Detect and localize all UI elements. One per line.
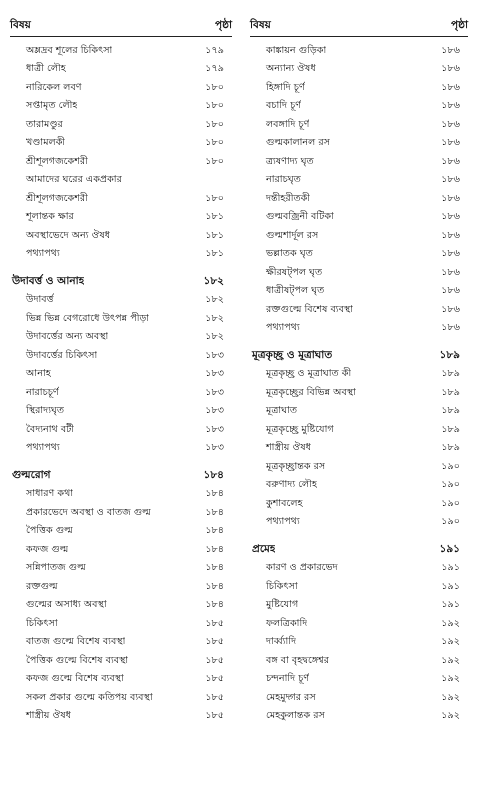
entry-page: ১৮৯ bbox=[441, 442, 460, 454]
entry-page: ১৮৬ bbox=[441, 266, 460, 278]
entry-page: ১৮৫ bbox=[205, 673, 224, 685]
toc-section-heading bbox=[250, 541, 468, 560]
toc-entry bbox=[250, 227, 468, 246]
toc-entry bbox=[250, 514, 468, 533]
subject-heading: বিষয় bbox=[250, 19, 271, 31]
toc-entry bbox=[10, 541, 232, 560]
toc-entry bbox=[10, 615, 232, 634]
entry-page: ১৮৯ bbox=[441, 368, 460, 380]
subject-heading: বিষয় bbox=[10, 19, 31, 31]
toc-left-column bbox=[10, 16, 232, 726]
toc-entry bbox=[10, 421, 232, 440]
entry-title: মূত্রকৃচ্ছ্র ও মূত্রাঘাত কী bbox=[266, 368, 352, 380]
entry-title: স্থিরাদ্যঘৃত bbox=[26, 405, 65, 417]
entry-page: ১৮৪ bbox=[205, 543, 224, 555]
entry-page: ১৮৯ bbox=[439, 348, 460, 361]
entry-title: সন্নিপাতজ গুল্ম bbox=[26, 562, 86, 574]
toc-section-heading bbox=[10, 467, 232, 486]
entry-title: ফলত্রিকাদি bbox=[266, 617, 308, 629]
entry-page: ১৮০ bbox=[205, 100, 224, 112]
entry-title: কফজ গুল্ম bbox=[26, 543, 69, 555]
entry-page: ১৮৬ bbox=[441, 100, 460, 112]
section-gap bbox=[10, 458, 232, 467]
entry-title: সকল প্রকার গুল্মে কতিপয় ব্যবস্থা bbox=[26, 691, 153, 703]
toc-entry bbox=[10, 79, 232, 98]
entry-page: ১৮৫ bbox=[205, 617, 224, 629]
entry-title: অন্যান্য ঔষধ bbox=[266, 63, 316, 75]
entry-page: ১৮০ bbox=[205, 192, 224, 204]
toc-entry bbox=[10, 98, 232, 117]
entry-title: কারণ ও প্রকারভেদ bbox=[266, 562, 338, 574]
toc-entry bbox=[250, 172, 468, 191]
entry-title: গুল্মকালানল রস bbox=[266, 137, 330, 149]
toc-entry bbox=[250, 578, 468, 597]
toc-entry bbox=[10, 292, 232, 311]
toc-entry bbox=[250, 560, 468, 579]
entry-page: ১৮৫ bbox=[205, 710, 224, 722]
toc-entry bbox=[10, 61, 232, 80]
entry-title: সাধারণ কথা bbox=[26, 488, 74, 500]
toc-entry bbox=[10, 366, 232, 385]
entry-page: ১৮৯ bbox=[441, 386, 460, 398]
entry-page: ১৮০ bbox=[205, 81, 224, 93]
entry-page: ১৯২ bbox=[441, 617, 460, 629]
entry-title: বরুণাদ্য লৌহ bbox=[266, 479, 317, 491]
entry-title: ভিন্ন ভিন্ন বেগরোধে উৎপন্ন পীড়া bbox=[26, 312, 150, 324]
entry-title: শাস্ত্রীয় ঔষধ bbox=[266, 442, 312, 454]
entry-title: শ্রীশূলগজকেশরী bbox=[26, 155, 88, 167]
entry-title: শাস্ত্রীয় ঔষধ bbox=[26, 710, 72, 722]
entry-page: ১৯১ bbox=[441, 580, 460, 592]
entry-page: ১৮৩ bbox=[205, 386, 224, 398]
entry-page: ১৮৪ bbox=[205, 525, 224, 537]
entry-title: চন্দনাদি চূর্ণ bbox=[266, 673, 310, 685]
entry-page: ১৮৬ bbox=[441, 44, 460, 56]
entry-page: ১৮০ bbox=[205, 118, 224, 130]
entry-title: কুশাবলেহ bbox=[266, 497, 303, 509]
toc-entry bbox=[10, 246, 232, 265]
toc-entry bbox=[10, 329, 232, 348]
toc-entry bbox=[250, 477, 468, 496]
entry-page: ১৯১ bbox=[441, 599, 460, 611]
entry-page: ১৮৬ bbox=[441, 285, 460, 297]
entry-page: ১৯১ bbox=[439, 542, 460, 555]
entry-title: অম্লদ্রব শূলের চিকিৎসা bbox=[26, 44, 113, 56]
toc-entry bbox=[10, 310, 232, 329]
entry-title: দার্ব্ব্যাদি bbox=[266, 636, 297, 648]
entry-page: ১৮২ bbox=[205, 294, 224, 306]
entry-page: ১৯২ bbox=[441, 691, 460, 703]
entry-page: ১৮৫ bbox=[205, 654, 224, 666]
entry-page: ১৮৬ bbox=[441, 322, 460, 334]
entry-page: ১৯১ bbox=[441, 562, 460, 574]
toc-entry bbox=[250, 421, 468, 440]
entry-page: ১৮৩ bbox=[205, 405, 224, 417]
toc-entry bbox=[250, 209, 468, 228]
entry-title: উদাবর্ত্তের চিকিৎসা bbox=[26, 349, 98, 361]
entry-page: ১৯০ bbox=[441, 497, 460, 509]
entry-title: সপ্তামৃত লৌহ bbox=[26, 100, 78, 112]
entry-title: ভল্লাতক ঘৃত bbox=[266, 248, 313, 260]
entry-page: ১৮২ bbox=[205, 331, 224, 343]
toc-section-heading bbox=[10, 273, 232, 292]
toc-right-column bbox=[250, 16, 468, 726]
toc-entry bbox=[10, 42, 232, 61]
page-heading: পৃষ্ঠা bbox=[214, 19, 232, 31]
entry-title: কফজ গুল্মে বিশেষ ব্যবস্থা bbox=[26, 673, 124, 685]
toc-entry bbox=[250, 116, 468, 135]
entry-title: পথ্যাপথ্য bbox=[266, 516, 300, 528]
entry-title: চিকিৎসা bbox=[26, 617, 58, 629]
entry-title: আমাদের ঘরের একপ্রকার bbox=[26, 174, 122, 186]
entry-page: ১৮৪ bbox=[205, 488, 224, 500]
entry-title: গুল্মরোগ bbox=[12, 468, 51, 481]
entry-page: ১৮১ bbox=[205, 248, 224, 260]
entry-page: ১৮১ bbox=[205, 229, 224, 241]
entry-title: বাতজ গুল্মে বিশেষ ব্যবস্থা bbox=[26, 636, 126, 648]
toc-entry bbox=[250, 264, 468, 283]
toc-entry bbox=[250, 634, 468, 653]
entry-title: মূত্রাঘাত bbox=[266, 405, 298, 417]
entry-page: ১৯০ bbox=[441, 479, 460, 491]
entry-title: শ্রীশূলগজকেশরী bbox=[26, 192, 88, 204]
toc-entry bbox=[10, 708, 232, 727]
entry-page: ১৮৫ bbox=[205, 691, 224, 703]
toc-entry bbox=[250, 689, 468, 708]
page-heading: পৃষ্ঠা bbox=[450, 19, 468, 31]
entry-page: ১৭৯ bbox=[205, 44, 224, 56]
entry-title: বচাদি চূর্ণ bbox=[266, 100, 302, 112]
toc-entry bbox=[250, 283, 468, 302]
entry-title: মূত্রকৃচ্ছ্রে মুষ্টিযোগ bbox=[266, 423, 334, 435]
entry-page: ১৮১ bbox=[205, 211, 224, 223]
toc-entry bbox=[10, 440, 232, 459]
toc-entry bbox=[250, 384, 468, 403]
entry-page: ১৮৬ bbox=[441, 174, 460, 186]
entry-title: হিঙ্গাদি চূর্ণ bbox=[266, 81, 305, 93]
entry-page: ১৮৬ bbox=[441, 63, 460, 75]
toc-entry bbox=[250, 190, 468, 209]
entry-title: কাঙ্কায়ন গুড়িকা bbox=[266, 44, 327, 56]
entry-page: ১৮৬ bbox=[441, 229, 460, 241]
entry-title: মেহমুদ্গর রস bbox=[266, 691, 316, 703]
entry-page: ১৯২ bbox=[441, 636, 460, 648]
header-rule-left bbox=[10, 36, 232, 37]
entry-page: ১৮৪ bbox=[203, 468, 224, 481]
toc-list-left bbox=[10, 42, 232, 726]
entry-title: উদাবর্ত্ত ও আনাহ bbox=[12, 274, 85, 287]
entry-page: ১৮৫ bbox=[205, 636, 224, 648]
toc-header-right bbox=[250, 16, 468, 34]
toc-entry bbox=[10, 153, 232, 172]
entry-page: ১৮৬ bbox=[441, 118, 460, 130]
entry-title: রক্তগুল্মে বিশেষ ব্যবস্থা bbox=[266, 303, 354, 315]
entry-title: নারিকেল লবণ bbox=[26, 81, 82, 93]
entry-title: পথ্যাপথ্য bbox=[26, 248, 60, 260]
toc-entry bbox=[10, 403, 232, 422]
entry-page: ১৯২ bbox=[441, 673, 460, 685]
entry-title: মূত্রকৃচ্ছ্রান্তক রস bbox=[266, 460, 326, 472]
toc-entry bbox=[250, 98, 468, 117]
entry-title: ত্র্যষণাদ্য ঘৃত bbox=[266, 155, 314, 167]
entry-page: ১৮৪ bbox=[205, 599, 224, 611]
toc-entry bbox=[10, 671, 232, 690]
toc-entry bbox=[10, 560, 232, 579]
toc-section-heading bbox=[250, 347, 468, 366]
entry-page: ১৮৩ bbox=[205, 349, 224, 361]
entry-title: ধাত্রীষট্পল ঘৃত bbox=[266, 285, 325, 297]
entry-page: ১৮৬ bbox=[441, 192, 460, 204]
entry-page: ১৮৬ bbox=[441, 303, 460, 315]
toc-entry bbox=[10, 190, 232, 209]
entry-title: বঙ্গ বা বৃহদ্বঙ্গেশ্বর bbox=[266, 654, 329, 666]
toc-entry bbox=[10, 172, 232, 191]
entry-title: মেহকুলান্তক রস bbox=[266, 710, 325, 722]
entry-title: মূত্রকৃচ্ছ্রের বিভিন্ন অবস্থা bbox=[266, 386, 356, 398]
entry-title: মূত্রকৃচ্ছ্র ও মূত্রাঘাত bbox=[252, 348, 333, 361]
entry-title: উদাবর্ত্তের অন্য অবস্থা bbox=[26, 331, 109, 343]
toc-entry bbox=[250, 246, 468, 265]
entry-page: ১৯০ bbox=[441, 460, 460, 472]
entry-page: ১৮৬ bbox=[441, 155, 460, 167]
entry-title: পৈত্তিক গুল্মে বিশেষ ব্যবস্থা bbox=[26, 654, 129, 666]
toc-entry bbox=[10, 578, 232, 597]
entry-page: ১৯২ bbox=[441, 654, 460, 666]
entry-title: গুল্মশার্দূল রস bbox=[266, 229, 319, 241]
toc-entry bbox=[250, 458, 468, 477]
entry-title: রক্তগুল্ম bbox=[26, 580, 58, 592]
toc-entry bbox=[250, 403, 468, 422]
toc-entry bbox=[250, 61, 468, 80]
entry-title: গুল্মবজ্রিনী বটিকা bbox=[266, 211, 334, 223]
toc-entry bbox=[10, 209, 232, 228]
toc-entry bbox=[10, 486, 232, 505]
toc-entry bbox=[250, 135, 468, 154]
toc-entry bbox=[10, 652, 232, 671]
section-gap bbox=[250, 338, 468, 347]
entry-title: পথ্যাপথ্য bbox=[26, 442, 60, 454]
entry-page: ১৮৩ bbox=[205, 368, 224, 380]
entry-title: নারাচঘৃত bbox=[266, 174, 301, 186]
entry-page: ১৯২ bbox=[441, 710, 460, 722]
toc-entry bbox=[10, 634, 232, 653]
entry-title: বৈদ্যনাথ বটী bbox=[26, 423, 75, 435]
entry-page: ১৭৯ bbox=[205, 63, 224, 75]
toc-entry bbox=[250, 153, 468, 172]
toc-entry bbox=[250, 366, 468, 385]
toc-list-right bbox=[250, 42, 468, 726]
entry-page: ১৮২ bbox=[205, 312, 224, 324]
entry-page: ১৮০ bbox=[205, 155, 224, 167]
entry-title: চিকিৎসা bbox=[266, 580, 298, 592]
toc-entry bbox=[10, 135, 232, 154]
entry-title: আনাহ bbox=[26, 368, 51, 380]
entry-page: ১৮৪ bbox=[205, 506, 224, 518]
entry-title: মুষ্টিযোগ bbox=[266, 599, 299, 611]
entry-page: ১৮৬ bbox=[441, 137, 460, 149]
entry-title: শূলান্তক ক্ষার bbox=[26, 211, 74, 223]
toc-header-left bbox=[10, 16, 232, 34]
entry-title: নারাচচূর্ণ bbox=[26, 386, 59, 398]
entry-title: পথ্যাপথ্য bbox=[266, 322, 300, 334]
entry-page: ১৮৬ bbox=[441, 248, 460, 260]
entry-page: ১৯০ bbox=[441, 516, 460, 528]
entry-page: ১৮৬ bbox=[441, 81, 460, 93]
toc-entry bbox=[10, 384, 232, 403]
entry-page: ১৮৬ bbox=[441, 211, 460, 223]
toc-entry bbox=[250, 320, 468, 339]
entry-title: গুল্মের অসাধ্য অবস্থা bbox=[26, 599, 107, 611]
entry-title: ক্ষীরষট্পল ঘৃত bbox=[266, 266, 323, 278]
toc-entry bbox=[10, 597, 232, 616]
entry-page: ১৮৯ bbox=[441, 405, 460, 417]
toc-entry bbox=[10, 523, 232, 542]
entry-page: ১৮৩ bbox=[205, 442, 224, 454]
entry-page: ১৮২ bbox=[203, 274, 224, 287]
header-rule-right bbox=[250, 36, 468, 37]
toc-entry bbox=[250, 495, 468, 514]
toc-entry bbox=[10, 347, 232, 366]
entry-title: পৈত্তিক গুল্ম bbox=[26, 525, 73, 537]
entry-title: উদাবর্ত্ত bbox=[26, 294, 54, 306]
toc-entry bbox=[250, 652, 468, 671]
toc-entry bbox=[250, 301, 468, 320]
entry-title: প্রমেহ bbox=[252, 542, 276, 555]
entry-title: তারামণ্ডুর bbox=[26, 118, 63, 130]
toc-entry bbox=[10, 689, 232, 708]
entry-title: প্রকারভেদে অবস্থা ও বাতজ গুল্ম bbox=[26, 506, 151, 518]
entry-title: অবস্থাভেদে অন্য ঔষধ bbox=[26, 229, 111, 241]
toc-entry bbox=[250, 79, 468, 98]
toc-entry bbox=[250, 671, 468, 690]
section-gap bbox=[250, 532, 468, 541]
entry-page: ১৮৯ bbox=[441, 423, 460, 435]
toc-entry bbox=[10, 504, 232, 523]
toc-entry bbox=[10, 227, 232, 246]
toc-entry bbox=[250, 597, 468, 616]
section-gap bbox=[10, 264, 232, 273]
entry-title: ধাত্রী লৌহ bbox=[26, 63, 66, 75]
entry-page: ১৮৩ bbox=[205, 423, 224, 435]
entry-title: লবঙ্গাদি চূর্ণ bbox=[266, 118, 310, 130]
toc-entry bbox=[10, 116, 232, 135]
toc-entry bbox=[250, 440, 468, 459]
entry-page: ১৮৪ bbox=[205, 580, 224, 592]
entry-title: খণ্ডামলকী bbox=[26, 137, 66, 149]
toc-entry bbox=[250, 708, 468, 727]
toc-entry bbox=[250, 42, 468, 61]
entry-page: ১৮৪ bbox=[205, 562, 224, 574]
toc-entry bbox=[250, 615, 468, 634]
entry-page: ১৮০ bbox=[205, 137, 224, 149]
entry-title: দন্তীহরীতকী bbox=[266, 192, 311, 204]
